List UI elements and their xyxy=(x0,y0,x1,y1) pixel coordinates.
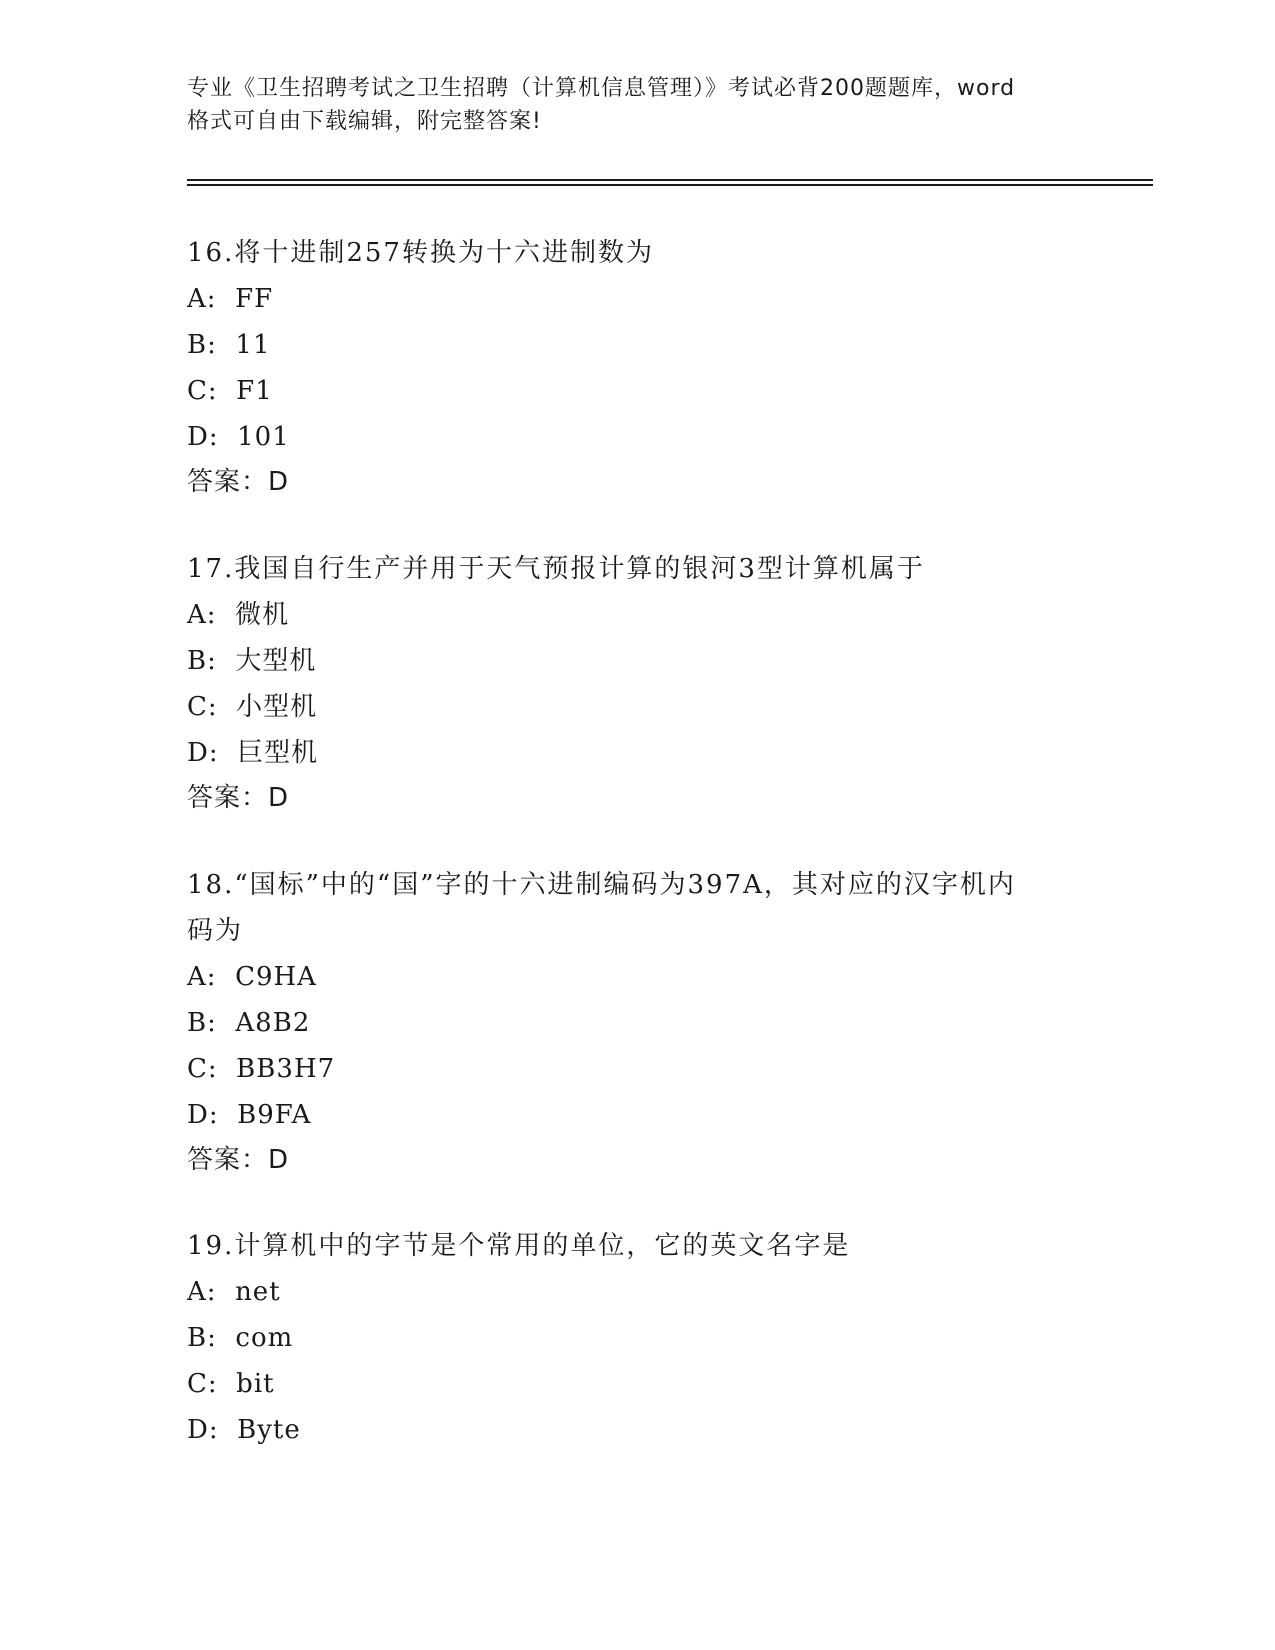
header-divider-bottom xyxy=(187,184,1153,186)
option-d: D: B9FA xyxy=(187,1100,312,1130)
option-b: B: com xyxy=(187,1323,294,1353)
question-text-line-2: 码为 xyxy=(187,916,244,946)
option-a: A: FF xyxy=(187,284,274,314)
question-text: 19.计算机中的字节是个常用的单位，它的英文名字是 xyxy=(187,1231,851,1261)
option-c: C: 小型机 xyxy=(187,692,318,722)
option-a: A: C9HA xyxy=(187,962,317,992)
option-d: D: Byte xyxy=(187,1415,301,1445)
answer: 答案：D xyxy=(187,1145,290,1175)
option-b: B: 11 xyxy=(187,330,271,360)
option-d: D: 101 xyxy=(187,422,290,452)
header-line-2: 格式可自由下载编辑，附完整答案! xyxy=(187,109,542,134)
document-header xyxy=(187,72,1087,138)
header-line-1: 专业《卫生招聘考试之卫生招聘（计算机信息管理）》考试必背200题题库，word xyxy=(187,76,1016,101)
option-a: A: net xyxy=(187,1277,281,1307)
question-16 xyxy=(187,230,1087,504)
option-d: D: 巨型机 xyxy=(187,738,319,768)
option-c: C: BB3H7 xyxy=(187,1054,336,1084)
question-text: 17.我国自行生产并用于天气预报计算的银河3型计算机属于 xyxy=(187,554,925,584)
option-b: B: A8B2 xyxy=(187,1008,311,1038)
header-divider-top xyxy=(187,179,1153,181)
answer: 答案：D xyxy=(187,783,290,813)
answer: 答案：D xyxy=(187,467,290,497)
question-text-line-1: 18.“国标”中的“国”字的十六进制编码为397A，其对应的汉字机内 xyxy=(187,870,1016,900)
option-c: C: F1 xyxy=(187,376,273,406)
question-text: 16.将十进制257转换为十六进制数为 xyxy=(187,238,654,268)
option-c: C: bit xyxy=(187,1369,275,1399)
option-b: B: 大型机 xyxy=(187,646,317,676)
option-a: A: 微机 xyxy=(187,600,290,630)
question-19 xyxy=(187,1223,1087,1453)
question-17 xyxy=(187,546,1087,820)
question-18 xyxy=(187,862,1087,1182)
